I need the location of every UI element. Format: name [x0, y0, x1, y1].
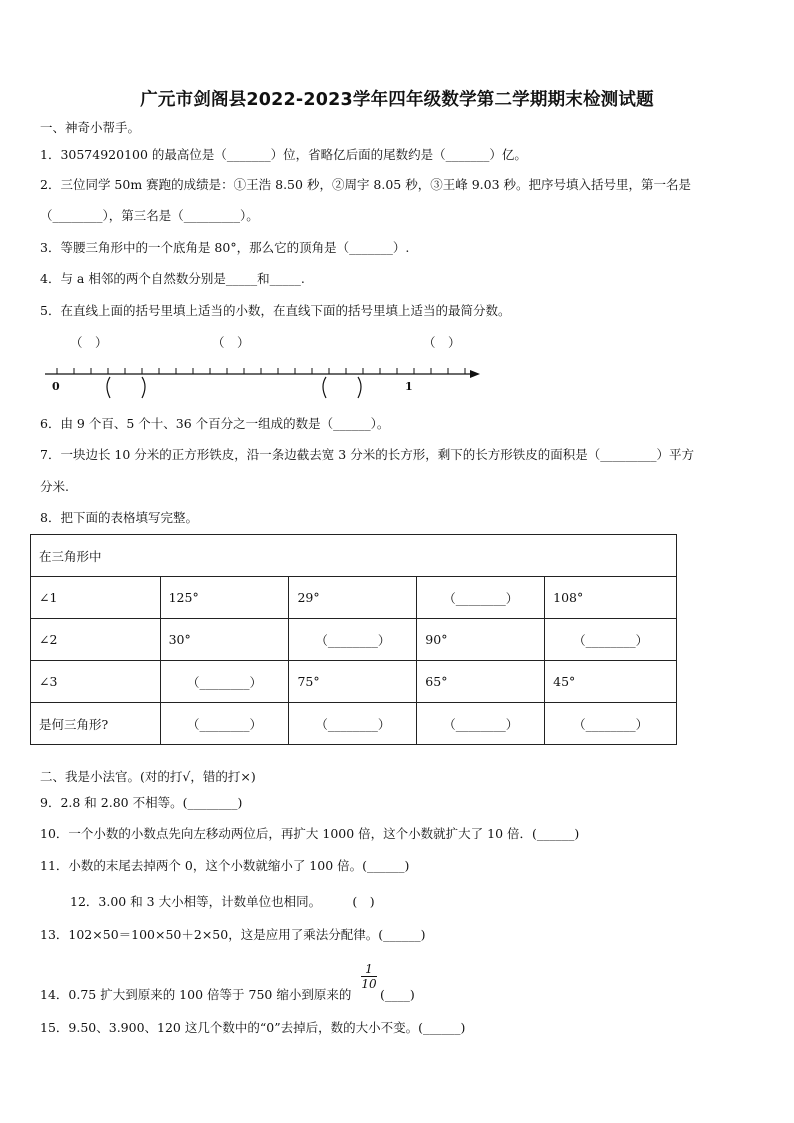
question-14-text: 14．0.75 扩大到原来的 100 倍等于 750 缩小到原来的: [40, 987, 352, 1002]
question-5: 5．在直线上面的括号里填上适当的小数，在直线下面的括号里填上适当的最简分数。: [40, 303, 511, 318]
table-row: [31, 703, 677, 745]
table-row: [31, 619, 677, 661]
table-cell: 65°: [417, 661, 545, 703]
fraction-numerator: 1: [365, 962, 373, 976]
table-cell-blank[interactable]: （________）: [289, 703, 417, 745]
question-14-answer: (____): [380, 987, 415, 1002]
number-line-top-blank-2: （ ）: [212, 335, 250, 350]
number-line-top-blank-3: （ ）: [423, 335, 461, 350]
row-label: ∠3: [31, 661, 161, 703]
question-7-line-2: 分米.: [40, 479, 69, 494]
fraction-one-tenth: [361, 962, 377, 991]
question-11: 11．小数的末尾去掉两个 0，这个小数就缩小了 100 倍。(______): [40, 858, 410, 873]
table-cell-blank[interactable]: （________）: [545, 703, 677, 745]
question-7-line-1: 7．一块边长 10 分米的正方形铁皮，沿一条边截去宽 3 分米的长方形，剩下的长方形铁皮的面积是（_________）平方: [40, 447, 694, 462]
table-cell-blank[interactable]: （________）: [160, 661, 289, 703]
question-1: 1．30574920100 的最高位是（_______）位，省略亿后面的尾数约是（_______）亿。: [40, 147, 527, 162]
question-8: 8．把下面的表格填写完整。: [40, 510, 198, 525]
question-2-line-2: （________），第三名是（_________）。: [40, 208, 259, 223]
question-6: 6．由 9 个百、5 个十、36 个百分之一组成的数是（______）。: [40, 416, 390, 431]
page-title: 广元市剑阁县2022-2023学年四年级数学第二学期期末检测试题: [140, 90, 654, 110]
number-line-label-1: 1: [405, 380, 413, 393]
section-heading-2: 二、我是小法官。(对的打√，错的打×): [40, 769, 256, 784]
question-12: 12．3.00 和 3 大小相等，计数单位也相同。 ( ): [70, 894, 375, 909]
table-row: [31, 661, 677, 703]
question-9: 9．2.8 和 2.80 不相等。(________): [40, 795, 243, 810]
question-4: 4．与 a 相邻的两个自然数分别是_____和_____.: [40, 271, 305, 286]
question-10: 10．一个小数的小数点先向左移动两位后，再扩大 1000 倍，这个小数就扩大了 10 倍．(______): [40, 826, 580, 841]
number-line-label-0: 0: [52, 380, 60, 393]
table-cell: 90°: [417, 619, 545, 661]
section-heading-1: 一、神奇小帮手。: [40, 120, 141, 135]
question-2-line-1: 2．三位同学 50m 赛跑的成绩是：①王浩 8.50 秒，②周宇 8.05 秒，③王峰 9.03 秒。把序号填入括号里，第一名是: [40, 177, 691, 192]
table-cell-blank[interactable]: （________）: [417, 577, 545, 619]
table-row: [31, 577, 677, 619]
number-line-top-blank-1: （ ）: [70, 335, 108, 350]
table-cell-blank[interactable]: （________）: [545, 619, 677, 661]
table-cell-blank[interactable]: （________）: [289, 619, 417, 661]
question-3: 3．等腰三角形中的一个底角是 80°，那么它的顶角是（_______）.: [40, 240, 410, 255]
table-cell-blank[interactable]: （________）: [417, 703, 545, 745]
question-15: 15．9.50、3.900、120 这几个数中的“0”去掉后，数的大小不变。(______): [40, 1020, 466, 1035]
table-header-row: [31, 535, 677, 577]
table-cell: 30°: [160, 619, 289, 661]
number-line: [40, 330, 490, 405]
question-13: 13．102×50＝100×50＋2×50，这是应用了乘法分配律。(______): [40, 927, 426, 942]
row-label: ∠2: [31, 619, 161, 661]
table-cell: 75°: [289, 661, 417, 703]
question-14: [40, 986, 351, 1004]
table-cell: 125°: [160, 577, 289, 619]
table-header: 在三角形中: [31, 535, 677, 577]
triangle-table: [30, 534, 677, 745]
table-cell-blank[interactable]: （________）: [160, 703, 289, 745]
fraction-denominator: 10: [361, 977, 377, 991]
row-label: 是何三角形?: [31, 703, 161, 745]
table-cell: 45°: [545, 661, 677, 703]
table-cell: 108°: [545, 577, 677, 619]
table-cell: 29°: [289, 577, 417, 619]
row-label: ∠1: [31, 577, 161, 619]
